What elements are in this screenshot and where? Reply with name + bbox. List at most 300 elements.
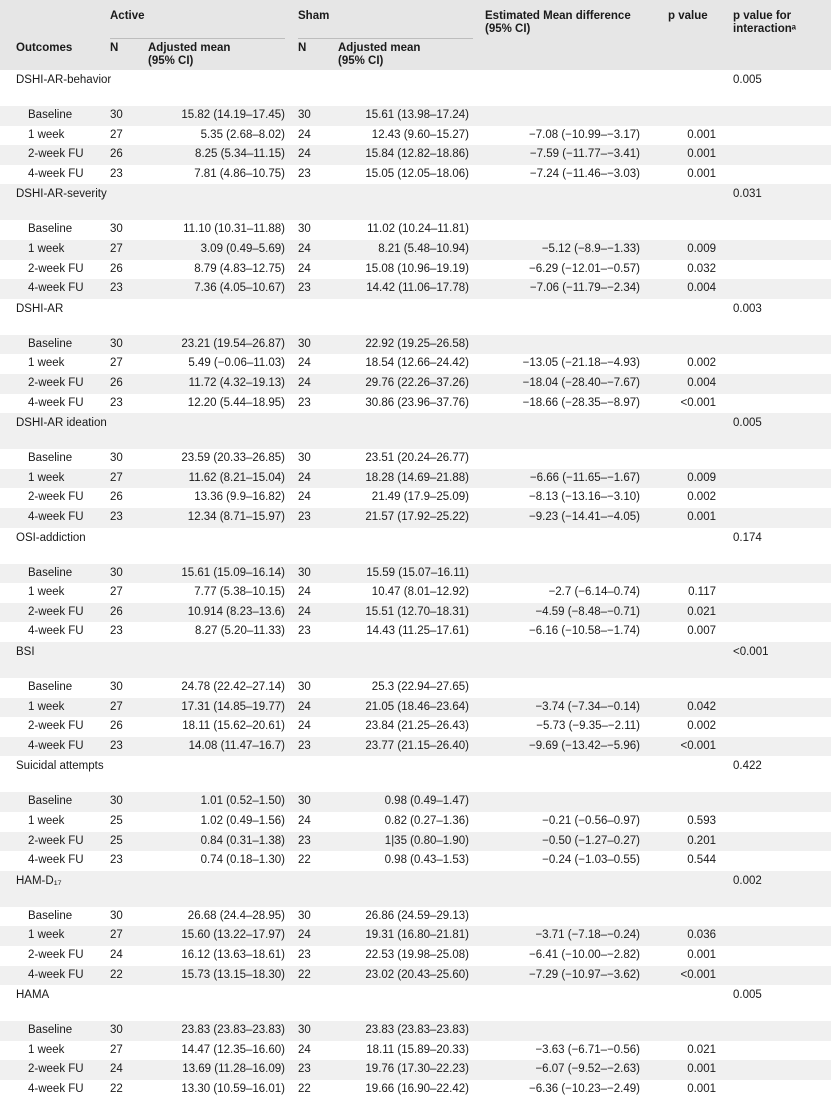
active-n: 26 — [110, 377, 123, 389]
active-n: 26 — [110, 605, 123, 618]
active-n: 22 — [110, 968, 123, 981]
active-n: 23 — [110, 739, 123, 752]
sham-n: 30 — [298, 795, 311, 808]
active-adjusted-mean: 11.72 (4.32–19.13) — [188, 377, 285, 389]
active-adjusted-mean: 26.68 (24.4–28.95) — [187, 909, 285, 922]
sham-n: 24 — [298, 700, 311, 713]
p-value: 0.001 — [687, 949, 716, 961]
active-adjusted-mean: 0.84 (0.31–1.38) — [200, 834, 285, 847]
sham-adjusted-mean: 12.43 (9.60–15.27) — [371, 128, 469, 141]
sham-n: 23 — [298, 949, 311, 961]
sham-n: 23 — [298, 625, 311, 638]
p-value: <0.001 — [680, 968, 716, 981]
active-n: 30 — [110, 337, 123, 350]
active-adjusted-mean: 5.35 (2.68–8.02) — [200, 128, 285, 141]
sham-n: 30 — [298, 337, 311, 350]
row-label: Baseline — [28, 337, 73, 350]
sham-adjusted-mean: 15.61 (13.98–17.24) — [365, 109, 469, 121]
p-value: 0.036 — [687, 929, 716, 942]
active-n: 23 — [110, 625, 123, 638]
active-adjusted-mean: 14.47 (12.35–16.60) — [181, 1043, 285, 1056]
row-label: 1 week — [28, 700, 65, 713]
sham-adjusted-mean: 10.47 (8.01–12.92) — [371, 586, 469, 599]
active-adjusted-mean: 15.60 (13.22–17.97) — [181, 929, 285, 942]
active-n: 27 — [110, 243, 123, 255]
active-n: 26 — [110, 262, 123, 275]
table-row — [0, 354, 831, 374]
row-label: 4-week FU — [28, 396, 84, 409]
table-row — [0, 145, 831, 165]
p-value: 0.002 — [687, 720, 716, 733]
sham-n: 23 — [298, 1063, 311, 1076]
sham-n: 24 — [298, 815, 311, 827]
active-adjusted-mean: 10.914 (8.23–13.6) — [187, 605, 285, 618]
sham-n: 24 — [298, 471, 311, 484]
row-label: 1 week — [28, 1043, 65, 1056]
outcome-group-row — [0, 985, 831, 1021]
sham-adjusted-mean: 18.28 (14.69–21.88) — [365, 471, 469, 484]
estimated-mean-difference: −0.50 (−1.27–0.27) — [542, 834, 640, 847]
row-label: Baseline — [28, 566, 73, 579]
sham-n: 30 — [298, 109, 311, 121]
table-row — [0, 165, 831, 185]
active-adjusted-mean: 15.82 (14.19–17.45) — [181, 109, 285, 121]
sham-n: 30 — [298, 452, 311, 465]
estimated-mean-difference: −6.16 (−10.58–−1.74) — [529, 625, 640, 638]
sham-n: 30 — [298, 223, 311, 236]
table-row — [0, 488, 831, 508]
sham-adjusted-mean: 22.53 (19.98–25.08) — [365, 949, 469, 961]
outcome-group-row — [0, 871, 831, 907]
sham-n: 23 — [298, 396, 311, 409]
active-n: 30 — [110, 109, 123, 121]
table-row — [0, 260, 831, 280]
row-label: 2-week FU — [28, 949, 84, 961]
table-row — [0, 374, 831, 394]
p-value: 0.001 — [687, 1063, 716, 1076]
p-value-interaction: 0.005 — [733, 74, 762, 86]
active-adjusted-mean: 11.10 (10.31–11.88) — [183, 223, 285, 236]
row-label: Baseline — [28, 452, 73, 465]
estimated-mean-difference: −3.63 (−6.71–−0.56) — [535, 1043, 640, 1056]
sham-adjusted-mean: 11.02 (10.24–11.81) — [367, 223, 469, 236]
outcome-name: DSHI-AR-behavior — [16, 74, 112, 86]
row-label: 2-week FU — [28, 605, 84, 618]
table-row — [0, 717, 831, 737]
table-row — [0, 106, 831, 126]
p-value: 0.593 — [687, 815, 716, 827]
sham-n: 24 — [298, 128, 311, 141]
table-row — [0, 583, 831, 603]
table-row — [0, 678, 831, 698]
p-value: 0.032 — [687, 262, 716, 275]
active-n: 30 — [110, 1024, 123, 1037]
p-value: 0.001 — [687, 148, 716, 161]
active-n: 25 — [110, 834, 123, 847]
active-n: 26 — [110, 491, 123, 504]
header-p-value: p value — [668, 10, 708, 22]
sham-n: 30 — [298, 909, 311, 922]
p-value: 0.004 — [687, 282, 716, 295]
row-label: 2-week FU — [28, 1063, 84, 1076]
row-label: 1 week — [28, 128, 65, 141]
active-n: 22 — [110, 1083, 123, 1095]
estimated-mean-difference: −6.29 (−12.01–−0.57) — [529, 262, 640, 275]
header-active: Active — [110, 10, 145, 22]
sham-adjusted-mean: 18.11 (15.89–20.33) — [366, 1043, 469, 1056]
table-row — [0, 126, 831, 146]
p-value: 0.117 — [688, 586, 716, 599]
active-rule — [110, 38, 285, 39]
active-n: 30 — [110, 795, 123, 808]
outcome-name: HAM-D₁₇ — [16, 874, 62, 887]
outcome-name: Suicidal attempts — [16, 760, 104, 773]
sham-rule — [298, 38, 473, 39]
sham-n: 24 — [298, 491, 311, 504]
estimated-mean-difference: −0.24 (−1.03–0.55) — [542, 854, 640, 867]
sham-n: 22 — [298, 854, 311, 867]
table-row — [0, 907, 831, 927]
outcome-group-row — [0, 413, 831, 449]
sham-adjusted-mean: 15.08 (10.96–19.19) — [365, 262, 469, 275]
row-label: 2-week FU — [28, 720, 84, 733]
active-adjusted-mean: 15.73 (13.15–18.30) — [181, 968, 285, 981]
active-adjusted-mean: 8.27 (5.20–11.33) — [195, 625, 285, 638]
active-n: 27 — [110, 700, 123, 713]
table-row — [0, 240, 831, 260]
sham-n: 22 — [298, 968, 311, 981]
table-row — [0, 449, 831, 469]
sham-adjusted-mean: 21.57 (17.92–25.22) — [365, 511, 469, 523]
outcome-name: HAMA — [16, 989, 50, 1002]
sham-adjusted-mean: 15.59 (15.07–16.11) — [366, 566, 469, 579]
row-label: Baseline — [28, 795, 73, 808]
active-adjusted-mean: 7.81 (4.86–10.75) — [194, 167, 285, 180]
active-n: 23 — [110, 167, 123, 180]
row-label: 4-week FU — [28, 854, 84, 867]
sham-n: 24 — [298, 1043, 311, 1056]
table-row — [0, 508, 831, 528]
estimated-mean-difference: −5.12 (−8.9–−1.33) — [541, 243, 640, 255]
sham-n: 22 — [298, 1083, 311, 1095]
estimated-mean-difference: −9.23 (−14.41–−4.05) — [529, 511, 640, 523]
row-label: 4-week FU — [28, 511, 84, 523]
sham-n: 24 — [298, 720, 311, 733]
row-label: 4-week FU — [28, 1083, 84, 1095]
active-n: 27 — [110, 1043, 123, 1056]
sham-n: 23 — [298, 739, 311, 752]
table-row — [0, 926, 831, 946]
estimated-mean-difference: −9.69 (−13.42–−5.96) — [529, 739, 640, 752]
sham-adjusted-mean: 14.42 (11.06–17.78) — [366, 282, 469, 295]
row-label: 2-week FU — [28, 377, 84, 389]
header-sham-adjusted-mean: Adjusted mean (95% CI) — [338, 42, 421, 67]
sham-adjusted-mean: 19.76 (17.30–22.23) — [365, 1063, 469, 1076]
estimated-mean-difference: −18.04 (−28.40–−7.67) — [522, 377, 640, 389]
row-label: 1 week — [28, 929, 65, 942]
header-sham-n: N — [298, 42, 307, 54]
estimated-mean-difference: −6.36 (−10.23–−2.49) — [529, 1083, 640, 1095]
estimated-mean-difference: −5.73 (−9.35–−2.11) — [536, 720, 640, 733]
estimated-mean-difference: −7.06 (−11.79–−2.34) — [529, 282, 640, 295]
row-label: 2-week FU — [28, 148, 84, 161]
active-n: 23 — [110, 511, 123, 523]
row-label: Baseline — [28, 909, 73, 922]
row-label: 1 week — [28, 243, 65, 255]
sham-adjusted-mean: 23.77 (21.15–26.40) — [365, 739, 469, 752]
sham-adjusted-mean: 0.98 (0.49–1.47) — [384, 795, 469, 808]
active-n: 23 — [110, 396, 123, 409]
active-adjusted-mean: 12.20 (5.44–18.95) — [187, 396, 285, 409]
header-active-adjusted-mean: Adjusted mean (95% CI) — [148, 42, 231, 67]
sham-adjusted-mean: 23.84 (21.25–26.43) — [365, 720, 469, 733]
row-label: 1 week — [28, 471, 65, 484]
sham-adjusted-mean: 0.82 (0.27–1.36) — [384, 815, 469, 827]
outcome-name: DSHI-AR ideation — [16, 417, 107, 430]
active-adjusted-mean: 23.21 (19.54–26.87) — [181, 337, 285, 350]
table-row — [0, 394, 831, 414]
sham-n: 24 — [298, 243, 311, 255]
active-n: 24 — [110, 1063, 123, 1076]
active-n: 30 — [110, 223, 123, 236]
row-label: Baseline — [28, 1024, 73, 1037]
active-adjusted-mean: 13.36 (9.9–16.82) — [194, 491, 285, 504]
sham-n: 24 — [298, 586, 311, 599]
estimated-mean-difference: −7.29 (−10.97–−3.62) — [529, 968, 640, 981]
p-value: 0.544 — [687, 854, 716, 867]
active-adjusted-mean: 13.30 (10.59–16.01) — [181, 1083, 285, 1095]
active-adjusted-mean: 1.02 (0.49–1.56) — [200, 815, 285, 827]
p-value: 0.007 — [687, 625, 716, 638]
sham-n: 24 — [298, 262, 311, 275]
p-value-interaction: 0.422 — [733, 760, 762, 773]
p-value: 0.009 — [687, 243, 716, 255]
sham-n: 30 — [298, 566, 311, 579]
outcome-name: OSI-addiction — [16, 531, 86, 544]
sham-adjusted-mean: 0.98 (0.43–1.53) — [384, 854, 469, 867]
sham-adjusted-mean: 21.05 (18.46–23.64) — [365, 700, 469, 713]
table-row — [0, 603, 831, 623]
header-outcomes: Outcomes — [16, 42, 73, 54]
active-adjusted-mean: 17.31 (14.85–19.77) — [181, 700, 285, 713]
p-value: 0.201 — [687, 834, 716, 847]
active-n: 27 — [110, 586, 123, 599]
row-label: 4-week FU — [28, 167, 84, 180]
estimated-mean-difference: −4.59 (−8.48–−0.71) — [535, 605, 640, 618]
p-value-interaction: 0.174 — [733, 531, 762, 544]
table-row — [0, 335, 831, 355]
active-adjusted-mean: 14.08 (11.47–16.7) — [188, 739, 285, 752]
header-p-value-interaction: p value for interactionᵃ — [733, 10, 797, 35]
table-row — [0, 220, 831, 240]
p-value-interaction: 0.003 — [733, 302, 762, 315]
p-value: 0.009 — [687, 471, 716, 484]
active-n: 23 — [110, 854, 123, 867]
sham-adjusted-mean: 15.51 (12.70–18.31) — [365, 605, 469, 618]
active-adjusted-mean: 16.12 (13.63–18.61) — [181, 949, 285, 961]
active-n: 27 — [110, 128, 123, 141]
row-label: Baseline — [28, 223, 73, 236]
active-adjusted-mean: 1.01 (0.52–1.50) — [200, 795, 285, 808]
active-n: 26 — [110, 720, 123, 733]
p-value: 0.042 — [687, 700, 716, 713]
header-estimated-mean-difference: Estimated Mean difference (95% CI) — [485, 10, 631, 35]
active-n: 23 — [110, 282, 123, 295]
sham-n: 23 — [298, 282, 311, 295]
sham-n: 30 — [298, 681, 311, 693]
sham-adjusted-mean: 15.05 (12.05–18.06) — [365, 167, 469, 180]
active-n: 27 — [110, 929, 123, 942]
sham-adjusted-mean: 23.83 (23.83–23.83) — [365, 1024, 469, 1037]
sham-n: 24 — [298, 929, 311, 942]
active-n: 30 — [110, 909, 123, 922]
table-row — [0, 469, 831, 489]
row-label: 4-week FU — [28, 625, 84, 638]
estimated-mean-difference: −6.07 (−9.52–−2.63) — [535, 1063, 640, 1076]
estimated-mean-difference: −3.74 (−7.34–−0.14) — [535, 700, 640, 713]
active-n: 26 — [110, 148, 123, 161]
sham-n: 24 — [298, 148, 311, 161]
active-adjusted-mean: 0.74 (0.18–1.30) — [200, 854, 285, 867]
p-value: 0.021 — [687, 605, 716, 618]
sham-adjusted-mean: 23.51 (20.24–26.77) — [365, 452, 469, 465]
sham-adjusted-mean: 22.92 (19.25–26.58) — [365, 337, 469, 350]
p-value: 0.002 — [687, 491, 716, 504]
table-row — [0, 1080, 831, 1100]
outcome-group-row — [0, 299, 831, 335]
estimated-mean-difference: −0.21 (−0.56–0.97) — [542, 815, 640, 827]
active-n: 27 — [110, 471, 123, 484]
table-row — [0, 1041, 831, 1061]
active-adjusted-mean: 23.83 (23.83–23.83) — [181, 1024, 285, 1037]
estimated-mean-difference: −18.66 (−28.35–−8.97) — [522, 396, 640, 409]
outcome-group-row — [0, 184, 831, 220]
table-row — [0, 966, 831, 986]
estimated-mean-difference: −2.7 (−6.14–0.74) — [548, 586, 640, 599]
row-label: 4-week FU — [28, 739, 84, 752]
sham-adjusted-mean: 26.86 (24.59–29.13) — [365, 909, 469, 922]
sham-n: 30 — [298, 1024, 311, 1037]
estimated-mean-difference: −13.05 (−21.18–−4.93) — [522, 357, 640, 370]
table-row — [0, 832, 831, 852]
sham-adjusted-mean: 18.54 (12.66–24.42) — [365, 357, 469, 370]
row-label: Baseline — [28, 109, 73, 121]
p-value: <0.001 — [680, 396, 716, 409]
sham-adjusted-mean: 14.43 (11.25–17.61) — [366, 625, 469, 638]
active-adjusted-mean: 24.78 (22.42–27.14) — [181, 681, 285, 693]
table-row — [0, 279, 831, 299]
table-row — [0, 792, 831, 812]
row-label: 1 week — [28, 357, 65, 370]
row-label: 1 week — [28, 586, 65, 599]
p-value-interaction: <0.001 — [733, 646, 769, 658]
active-adjusted-mean: 5.49 (−0.06–11.03) — [188, 357, 285, 370]
p-value: 0.021 — [687, 1043, 716, 1056]
active-adjusted-mean: 12.34 (8.71–15.97) — [187, 511, 285, 523]
table-row — [0, 851, 831, 871]
outcome-name: DSHI-AR — [16, 302, 64, 315]
table-row — [0, 1021, 831, 1041]
active-adjusted-mean: 7.36 (4.05–10.67) — [194, 282, 285, 295]
p-value-interaction: 0.005 — [733, 989, 762, 1002]
sham-n: 24 — [298, 605, 311, 618]
sham-adjusted-mean: 29.76 (22.26–37.26) — [365, 377, 469, 389]
active-adjusted-mean: 13.69 (11.28–16.09) — [182, 1063, 285, 1076]
active-n: 30 — [110, 681, 123, 693]
active-adjusted-mean: 23.59 (20.33–26.85) — [181, 452, 285, 465]
estimated-mean-difference: −6.41 (−10.00–−2.82) — [529, 949, 640, 961]
active-adjusted-mean: 3.09 (0.49–5.69) — [200, 243, 285, 255]
row-label: Baseline — [28, 681, 73, 693]
outcome-name: BSI — [16, 646, 35, 658]
estimated-mean-difference: −3.71 (−7.18–−0.24) — [535, 929, 640, 942]
p-value: 0.002 — [687, 357, 716, 370]
sham-adjusted-mean: 15.84 (12.82–18.86) — [365, 148, 469, 161]
active-adjusted-mean: 8.79 (4.83–12.75) — [194, 262, 285, 275]
outcome-group-row — [0, 528, 831, 564]
p-value: <0.001 — [680, 739, 716, 752]
sham-adjusted-mean: 21.49 (17.9–25.09) — [371, 491, 469, 504]
p-value: 0.001 — [687, 128, 716, 141]
active-adjusted-mean: 11.62 (8.21–15.04) — [188, 471, 285, 484]
table-row — [0, 812, 831, 832]
estimated-mean-difference: −7.08 (−10.99–−3.17) — [529, 128, 640, 141]
active-n: 24 — [110, 949, 123, 961]
p-value: 0.001 — [687, 511, 716, 523]
sham-n: 24 — [298, 377, 311, 389]
active-n: 30 — [110, 566, 123, 579]
p-value: 0.001 — [687, 167, 716, 180]
sham-n: 24 — [298, 357, 311, 370]
table-row — [0, 946, 831, 966]
outcome-group-row — [0, 756, 831, 792]
table-header — [0, 0, 831, 70]
active-adjusted-mean: 18.11 (15.62–20.61) — [182, 720, 285, 733]
outcome-name: DSHI-AR-severity — [16, 188, 107, 201]
estimated-mean-difference: −7.24 (−11.46–−3.03) — [529, 167, 640, 180]
row-label: 4-week FU — [28, 968, 84, 981]
row-label: 2-week FU — [28, 834, 84, 847]
table-row — [0, 622, 831, 642]
table-row — [0, 564, 831, 584]
p-value-interaction: 0.002 — [733, 874, 762, 887]
outcome-group-row — [0, 642, 831, 678]
header-active-n: N — [110, 42, 119, 54]
p-value-interaction: 0.031 — [733, 188, 762, 201]
table-row — [0, 698, 831, 718]
sham-adjusted-mean: 1|35 (0.80–1.90) — [384, 834, 469, 847]
outcome-group-row — [0, 70, 831, 106]
p-value: 0.004 — [687, 377, 716, 389]
sham-n: 23 — [298, 167, 311, 180]
sham-n: 23 — [298, 834, 311, 847]
row-label: 4-week FU — [28, 282, 84, 295]
sham-adjusted-mean: 19.31 (16.80–21.81) — [365, 929, 469, 942]
sham-adjusted-mean: 23.02 (20.43–25.60) — [365, 968, 469, 981]
sham-adjusted-mean: 19.66 (16.90–22.42) — [365, 1083, 469, 1095]
row-label: 2-week FU — [28, 491, 84, 504]
table-row — [0, 1060, 831, 1080]
active-n: 25 — [110, 815, 123, 827]
sham-adjusted-mean: 25.3 (22.94–27.65) — [371, 681, 469, 693]
active-n: 27 — [110, 357, 123, 370]
active-adjusted-mean: 7.77 (5.38–10.15) — [194, 586, 285, 599]
p-value-interaction: 0.005 — [733, 417, 762, 430]
active-adjusted-mean: 15.61 (15.09–16.14) — [181, 566, 285, 579]
row-label: 2-week FU — [28, 262, 84, 275]
header-sham: Sham — [298, 10, 330, 22]
table-row — [0, 737, 831, 757]
